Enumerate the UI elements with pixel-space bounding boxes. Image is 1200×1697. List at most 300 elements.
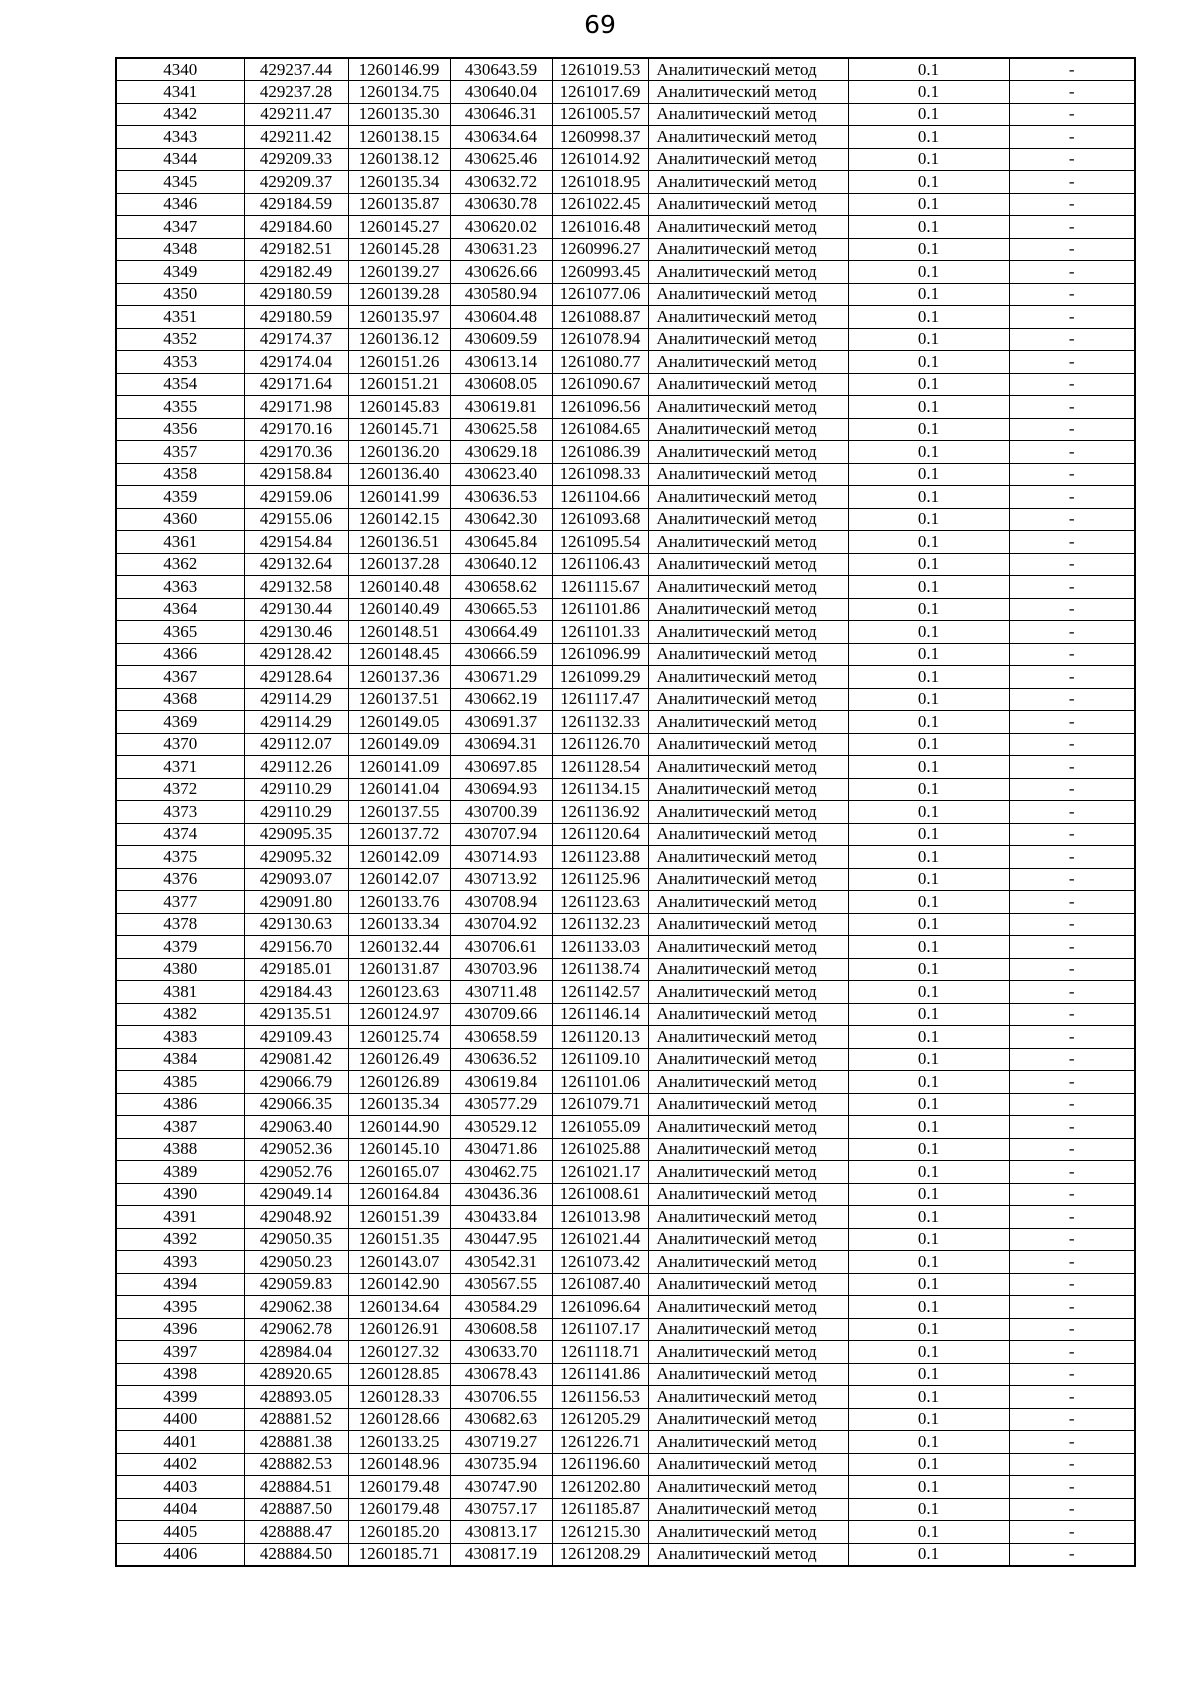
note-cell: - [1009, 306, 1135, 329]
point-number-cell: 4400 [116, 1408, 244, 1431]
y-new-cell: 1261099.29 [552, 666, 648, 689]
method-cell: Аналитический метод [648, 1476, 848, 1499]
x-new-cell: 430632.72 [450, 171, 552, 194]
y-old-cell: 1260134.75 [348, 81, 450, 104]
y-old-cell: 1260185.20 [348, 1521, 450, 1544]
x-old-cell: 429066.79 [244, 1071, 348, 1094]
x-old-cell: 429130.46 [244, 621, 348, 644]
accuracy-cell: 0.1 [848, 1251, 1009, 1274]
x-new-cell: 430747.90 [450, 1476, 552, 1499]
accuracy-cell: 0.1 [848, 193, 1009, 216]
point-number-cell: 4377 [116, 891, 244, 914]
table-row [116, 1498, 1135, 1521]
point-number-cell: 4341 [116, 81, 244, 104]
point-number-cell: 4395 [116, 1296, 244, 1319]
y-new-cell: 1261134.15 [552, 778, 648, 801]
point-number-cell: 4401 [116, 1431, 244, 1454]
method-cell: Аналитический метод [648, 1048, 848, 1071]
y-new-cell: 1261141.86 [552, 1363, 648, 1386]
table-row [116, 1026, 1135, 1049]
method-cell: Аналитический метод [648, 553, 848, 576]
method-cell: Аналитический метод [648, 238, 848, 261]
method-cell: Аналитический метод [648, 171, 848, 194]
x-new-cell: 430709.66 [450, 1003, 552, 1026]
y-old-cell: 1260143.07 [348, 1251, 450, 1274]
method-cell: Аналитический метод [648, 643, 848, 666]
point-number-cell: 4403 [116, 1476, 244, 1499]
table-row [116, 531, 1135, 554]
table-row [116, 441, 1135, 464]
y-new-cell: 1261080.77 [552, 351, 648, 374]
y-old-cell: 1260145.83 [348, 396, 450, 419]
x-old-cell: 429059.83 [244, 1273, 348, 1296]
table-row [116, 1138, 1135, 1161]
method-cell: Аналитический метод [648, 441, 848, 464]
x-old-cell: 429049.14 [244, 1183, 348, 1206]
y-old-cell: 1260148.51 [348, 621, 450, 644]
note-cell: - [1009, 148, 1135, 171]
x-old-cell: 429110.29 [244, 778, 348, 801]
y-new-cell: 1261095.54 [552, 531, 648, 554]
y-new-cell: 1261138.74 [552, 958, 648, 981]
y-new-cell: 1261123.88 [552, 846, 648, 869]
note-cell: - [1009, 1228, 1135, 1251]
x-new-cell: 430658.62 [450, 576, 552, 599]
table-row [116, 553, 1135, 576]
x-new-cell: 430694.93 [450, 778, 552, 801]
table-row [116, 621, 1135, 644]
point-number-cell: 4405 [116, 1521, 244, 1544]
accuracy-cell: 0.1 [848, 1296, 1009, 1319]
y-old-cell: 1260141.09 [348, 756, 450, 779]
table-row [116, 1431, 1135, 1454]
method-cell: Аналитический метод [648, 1318, 848, 1341]
method-cell: Аналитический метод [648, 193, 848, 216]
note-cell: - [1009, 396, 1135, 419]
x-old-cell: 429174.04 [244, 351, 348, 374]
table-row [116, 1071, 1135, 1094]
note-cell: - [1009, 1498, 1135, 1521]
accuracy-cell: 0.1 [848, 216, 1009, 239]
method-cell: Аналитический метод [648, 148, 848, 171]
table-row [116, 1341, 1135, 1364]
y-old-cell: 1260133.25 [348, 1431, 450, 1454]
accuracy-cell: 0.1 [848, 711, 1009, 734]
accuracy-cell: 0.1 [848, 958, 1009, 981]
x-new-cell: 430436.36 [450, 1183, 552, 1206]
point-number-cell: 4389 [116, 1161, 244, 1184]
y-old-cell: 1260151.26 [348, 351, 450, 374]
note-cell: - [1009, 868, 1135, 891]
note-cell: - [1009, 328, 1135, 351]
table-row [116, 1408, 1135, 1431]
table-row [116, 981, 1135, 1004]
point-number-cell: 4347 [116, 216, 244, 239]
note-cell: - [1009, 621, 1135, 644]
point-number-cell: 4391 [116, 1206, 244, 1229]
note-cell: - [1009, 823, 1135, 846]
note-cell: - [1009, 598, 1135, 621]
point-number-cell: 4380 [116, 958, 244, 981]
note-cell: - [1009, 936, 1135, 959]
note-cell: - [1009, 261, 1135, 284]
accuracy-cell: 0.1 [848, 306, 1009, 329]
method-cell: Аналитический метод [648, 531, 848, 554]
x-new-cell: 430625.58 [450, 418, 552, 441]
x-old-cell: 428884.50 [244, 1543, 348, 1566]
y-old-cell: 1260142.15 [348, 508, 450, 531]
x-old-cell: 429066.35 [244, 1093, 348, 1116]
point-number-cell: 4378 [116, 913, 244, 936]
note-cell: - [1009, 486, 1135, 509]
point-number-cell: 4399 [116, 1386, 244, 1409]
x-old-cell: 429180.59 [244, 283, 348, 306]
note-cell: - [1009, 1048, 1135, 1071]
point-number-cell: 4355 [116, 396, 244, 419]
accuracy-cell: 0.1 [848, 1071, 1009, 1094]
method-cell: Аналитический метод [648, 1093, 848, 1116]
y-old-cell: 1260135.34 [348, 1093, 450, 1116]
accuracy-cell: 0.1 [848, 81, 1009, 104]
note-cell: - [1009, 418, 1135, 441]
y-new-cell: 1261073.42 [552, 1251, 648, 1274]
table-row [116, 711, 1135, 734]
accuracy-cell: 0.1 [848, 103, 1009, 126]
accuracy-cell: 0.1 [848, 1408, 1009, 1431]
accuracy-cell: 0.1 [848, 126, 1009, 149]
x-old-cell: 429158.84 [244, 463, 348, 486]
y-new-cell: 1261106.43 [552, 553, 648, 576]
accuracy-cell: 0.1 [848, 846, 1009, 869]
x-new-cell: 430433.84 [450, 1206, 552, 1229]
note-cell: - [1009, 373, 1135, 396]
y-new-cell: 1261013.98 [552, 1206, 648, 1229]
method-cell: Аналитический метод [648, 1003, 848, 1026]
table-row [116, 1206, 1135, 1229]
method-cell: Аналитический метод [648, 328, 848, 351]
table-row [116, 261, 1135, 284]
y-new-cell: 1261093.68 [552, 508, 648, 531]
point-number-cell: 4375 [116, 846, 244, 869]
x-old-cell: 429184.60 [244, 216, 348, 239]
accuracy-cell: 0.1 [848, 1206, 1009, 1229]
method-cell: Аналитический метод [648, 576, 848, 599]
method-cell: Аналитический метод [648, 823, 848, 846]
x-new-cell: 430671.29 [450, 666, 552, 689]
x-new-cell: 430666.59 [450, 643, 552, 666]
accuracy-cell: 0.1 [848, 1026, 1009, 1049]
y-old-cell: 1260137.72 [348, 823, 450, 846]
y-old-cell: 1260126.91 [348, 1318, 450, 1341]
x-new-cell: 430694.31 [450, 733, 552, 756]
table-row [116, 1296, 1135, 1319]
method-cell: Аналитический метод [648, 81, 848, 104]
x-old-cell: 429184.59 [244, 193, 348, 216]
note-cell: - [1009, 463, 1135, 486]
accuracy-cell: 0.1 [848, 1341, 1009, 1364]
y-old-cell: 1260165.07 [348, 1161, 450, 1184]
note-cell: - [1009, 1183, 1135, 1206]
accuracy-cell: 0.1 [848, 1363, 1009, 1386]
note-cell: - [1009, 756, 1135, 779]
y-new-cell: 1261096.64 [552, 1296, 648, 1319]
x-old-cell: 429130.44 [244, 598, 348, 621]
x-new-cell: 430604.48 [450, 306, 552, 329]
y-new-cell: 1261096.56 [552, 396, 648, 419]
x-old-cell: 428884.51 [244, 1476, 348, 1499]
method-cell: Аналитический метод [648, 486, 848, 509]
point-number-cell: 4340 [116, 58, 244, 81]
y-new-cell: 1261098.33 [552, 463, 648, 486]
y-new-cell: 1261215.30 [552, 1521, 648, 1544]
table-row [116, 216, 1135, 239]
accuracy-cell: 0.1 [848, 1003, 1009, 1026]
note-cell: - [1009, 103, 1135, 126]
y-old-cell: 1260151.21 [348, 373, 450, 396]
x-old-cell: 429237.44 [244, 58, 348, 81]
note-cell: - [1009, 1093, 1135, 1116]
point-number-cell: 4351 [116, 306, 244, 329]
method-cell: Аналитический метод [648, 1071, 848, 1094]
point-number-cell: 4356 [116, 418, 244, 441]
x-old-cell: 429093.07 [244, 868, 348, 891]
point-number-cell: 4361 [116, 531, 244, 554]
point-number-cell: 4372 [116, 778, 244, 801]
method-cell: Аналитический метод [648, 58, 848, 81]
method-cell: Аналитический метод [648, 688, 848, 711]
method-cell: Аналитический метод [648, 1183, 848, 1206]
y-new-cell: 1261055.09 [552, 1116, 648, 1139]
x-old-cell: 429095.32 [244, 846, 348, 869]
x-new-cell: 430529.12 [450, 1116, 552, 1139]
note-cell: - [1009, 666, 1135, 689]
x-new-cell: 430645.84 [450, 531, 552, 554]
table-row [116, 868, 1135, 891]
accuracy-cell: 0.1 [848, 283, 1009, 306]
note-cell: - [1009, 58, 1135, 81]
accuracy-cell: 0.1 [848, 1431, 1009, 1454]
accuracy-cell: 0.1 [848, 1228, 1009, 1251]
y-old-cell: 1260140.49 [348, 598, 450, 621]
x-old-cell: 429237.28 [244, 81, 348, 104]
accuracy-cell: 0.1 [848, 756, 1009, 779]
x-new-cell: 430577.29 [450, 1093, 552, 1116]
table-row [116, 666, 1135, 689]
y-old-cell: 1260138.15 [348, 126, 450, 149]
accuracy-cell: 0.1 [848, 981, 1009, 1004]
point-number-cell: 4374 [116, 823, 244, 846]
accuracy-cell: 0.1 [848, 1521, 1009, 1544]
y-old-cell: 1260145.71 [348, 418, 450, 441]
x-old-cell: 428882.53 [244, 1453, 348, 1476]
table-row [116, 823, 1135, 846]
accuracy-cell: 0.1 [848, 418, 1009, 441]
note-cell: - [1009, 1116, 1135, 1139]
y-new-cell: 1261117.47 [552, 688, 648, 711]
table-row [116, 846, 1135, 869]
y-old-cell: 1260131.87 [348, 958, 450, 981]
accuracy-cell: 0.1 [848, 351, 1009, 374]
note-cell: - [1009, 1026, 1135, 1049]
x-old-cell: 429130.63 [244, 913, 348, 936]
method-cell: Аналитический метод [648, 981, 848, 1004]
note-cell: - [1009, 733, 1135, 756]
accuracy-cell: 0.1 [848, 1498, 1009, 1521]
method-cell: Аналитический метод [648, 891, 848, 914]
method-cell: Аналитический метод [648, 1161, 848, 1184]
x-new-cell: 430636.53 [450, 486, 552, 509]
table-row [116, 1183, 1135, 1206]
point-number-cell: 4370 [116, 733, 244, 756]
point-number-cell: 4366 [116, 643, 244, 666]
y-new-cell: 1261014.92 [552, 148, 648, 171]
y-old-cell: 1260139.28 [348, 283, 450, 306]
x-new-cell: 430706.61 [450, 936, 552, 959]
accuracy-cell: 0.1 [848, 1453, 1009, 1476]
table-body [116, 58, 1135, 1566]
y-old-cell: 1260136.20 [348, 441, 450, 464]
method-cell: Аналитический метод [648, 958, 848, 981]
table-row [116, 1318, 1135, 1341]
method-cell: Аналитический метод [648, 868, 848, 891]
x-old-cell: 429048.92 [244, 1206, 348, 1229]
x-old-cell: 429112.07 [244, 733, 348, 756]
y-old-cell: 1260133.76 [348, 891, 450, 914]
x-new-cell: 430462.75 [450, 1161, 552, 1184]
y-old-cell: 1260146.99 [348, 58, 450, 81]
x-old-cell: 428888.47 [244, 1521, 348, 1544]
accuracy-cell: 0.1 [848, 441, 1009, 464]
y-new-cell: 1261008.61 [552, 1183, 648, 1206]
method-cell: Аналитический метод [648, 598, 848, 621]
table-row [116, 148, 1135, 171]
x-old-cell: 429112.26 [244, 756, 348, 779]
y-old-cell: 1260126.89 [348, 1071, 450, 1094]
x-old-cell: 429170.36 [244, 441, 348, 464]
point-number-cell: 4398 [116, 1363, 244, 1386]
x-old-cell: 428920.65 [244, 1363, 348, 1386]
method-cell: Аналитический метод [648, 261, 848, 284]
y-old-cell: 1260135.97 [348, 306, 450, 329]
note-cell: - [1009, 576, 1135, 599]
table-row [116, 81, 1135, 104]
method-cell: Аналитический метод [648, 306, 848, 329]
method-cell: Аналитический метод [648, 1521, 848, 1544]
point-number-cell: 4404 [116, 1498, 244, 1521]
y-old-cell: 1260149.05 [348, 711, 450, 734]
x-old-cell: 429174.37 [244, 328, 348, 351]
note-cell: - [1009, 126, 1135, 149]
x-new-cell: 430713.92 [450, 868, 552, 891]
x-new-cell: 430706.55 [450, 1386, 552, 1409]
x-old-cell: 429132.58 [244, 576, 348, 599]
y-new-cell: 1261096.99 [552, 643, 648, 666]
note-cell: - [1009, 1476, 1135, 1499]
y-old-cell: 1260185.71 [348, 1543, 450, 1566]
x-old-cell: 429180.59 [244, 306, 348, 329]
table-row [116, 1386, 1135, 1409]
y-new-cell: 1260998.37 [552, 126, 648, 149]
method-cell: Аналитический метод [648, 1431, 848, 1454]
table-row [116, 1476, 1135, 1499]
x-old-cell: 429154.84 [244, 531, 348, 554]
accuracy-cell: 0.1 [848, 531, 1009, 554]
y-old-cell: 1260149.09 [348, 733, 450, 756]
method-cell: Аналитический метод [648, 463, 848, 486]
x-old-cell: 429114.29 [244, 711, 348, 734]
accuracy-cell: 0.1 [848, 936, 1009, 959]
table-row [116, 891, 1135, 914]
y-old-cell: 1260151.35 [348, 1228, 450, 1251]
table-row [116, 756, 1135, 779]
point-number-cell: 4369 [116, 711, 244, 734]
x-new-cell: 430678.43 [450, 1363, 552, 1386]
method-cell: Аналитический метод [648, 913, 848, 936]
x-new-cell: 430447.95 [450, 1228, 552, 1251]
note-cell: - [1009, 1521, 1135, 1544]
method-cell: Аналитический метод [648, 1251, 848, 1274]
table-row [116, 936, 1135, 959]
y-new-cell: 1261019.53 [552, 58, 648, 81]
x-old-cell: 429209.37 [244, 171, 348, 194]
accuracy-cell: 0.1 [848, 171, 1009, 194]
x-old-cell: 429159.06 [244, 486, 348, 509]
note-cell: - [1009, 193, 1135, 216]
x-new-cell: 430630.78 [450, 193, 552, 216]
x-new-cell: 430567.55 [450, 1273, 552, 1296]
x-new-cell: 430609.59 [450, 328, 552, 351]
note-cell: - [1009, 171, 1135, 194]
table-row [116, 1003, 1135, 1026]
table-row [116, 1363, 1135, 1386]
accuracy-cell: 0.1 [848, 1386, 1009, 1409]
accuracy-cell: 0.1 [848, 801, 1009, 824]
x-old-cell: 429211.42 [244, 126, 348, 149]
x-new-cell: 430542.31 [450, 1251, 552, 1274]
y-old-cell: 1260145.10 [348, 1138, 450, 1161]
x-old-cell: 429091.80 [244, 891, 348, 914]
method-cell: Аналитический метод [648, 1116, 848, 1139]
x-old-cell: 429185.01 [244, 958, 348, 981]
note-cell: - [1009, 1206, 1135, 1229]
note-cell: - [1009, 958, 1135, 981]
x-new-cell: 430703.96 [450, 958, 552, 981]
y-new-cell: 1261185.87 [552, 1498, 648, 1521]
y-old-cell: 1260142.90 [348, 1273, 450, 1296]
point-number-cell: 4382 [116, 1003, 244, 1026]
y-new-cell: 1261017.69 [552, 81, 648, 104]
x-old-cell: 429132.64 [244, 553, 348, 576]
table-row [116, 171, 1135, 194]
accuracy-cell: 0.1 [848, 1273, 1009, 1296]
method-cell: Аналитический метод [648, 508, 848, 531]
method-cell: Аналитический метод [648, 396, 848, 419]
method-cell: Аналитический метод [648, 1228, 848, 1251]
point-number-cell: 4394 [116, 1273, 244, 1296]
table-row [116, 103, 1135, 126]
y-old-cell: 1260141.99 [348, 486, 450, 509]
table-row [116, 1048, 1135, 1071]
x-new-cell: 430735.94 [450, 1453, 552, 1476]
accuracy-cell: 0.1 [848, 913, 1009, 936]
x-new-cell: 430714.93 [450, 846, 552, 869]
table-row [116, 283, 1135, 306]
x-new-cell: 430613.14 [450, 351, 552, 374]
x-old-cell: 429110.29 [244, 801, 348, 824]
coordinates-table-container [115, 57, 1136, 1567]
x-new-cell: 430658.59 [450, 1026, 552, 1049]
x-new-cell: 430665.53 [450, 598, 552, 621]
